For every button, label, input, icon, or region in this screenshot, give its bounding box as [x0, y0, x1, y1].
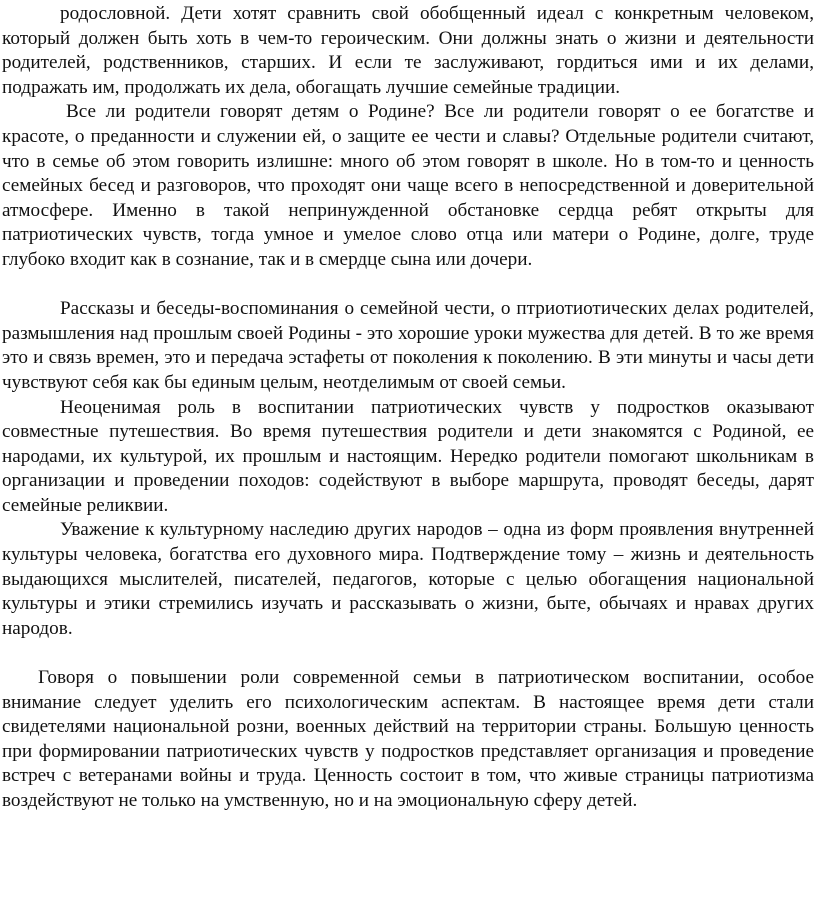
paragraph-2: Все ли родители говорят детям о Родине? Все ли родители говорят о ее богатстве и красоте, о преданности и служении ей, о защите ее чести и славы? Отдельные родители считают, что в семье об этом говорить излишне: много об этом говорят в школе. Но в том-то и ценность семейных бесед и разговоров, что проходят они чаще всего в непосредственной и доверительной атмосфере. Именно в такой непринужденной обстановке сердца ребят открыты для патриотических чувств, тогда умное и умелое слово отца или матери о Родине, долге, труде глубоко входит как в сознание, так и в смердце сына или дочери.: [2, 101, 814, 270]
paragraph-5: Уважение к культурному наследию других народов – одна из форм проявления внутренней культуры человека, богатства его духовного мира. Подтверждение тому – жизнь и деятельность выдающихся мыслителей, писателей, педагогов, которые с целью обогащения национальной культуры и этики стремились изучать и рассказывать о жизни, быте, обычаях и нравах других народов.: [2, 519, 814, 639]
paragraph-6: Говоря о повышении роли современной семьи в патриотическом воспитании, особое внимание следует уделить его психологическим аспектам. В настоящее время дети стали свидетелями национальной розни, военных действий на территории страны. Большую ценность при формировании патриотических чувств у подростков представляет организация и проведение встреч с ветеранами войны и труда. Ценность состоит в том, что живые страницы патриотизма воздействуют не только на умственную, но и на эмоциональную сферу детей.: [2, 667, 814, 811]
paragraph-4: Неоценимая роль в воспитании патриотических чувств у подростков оказывают совместные путешествия. Во время путешествия родители и дети знакомятся с Родиной, ее народами, их культурой, их прошлым и настоящим. Нередко родители помогают школьникам в организации и проведении походов: содействуют в выборе маршрута, проводят беседы, дарят семейные реликвии.: [2, 396, 814, 516]
paragraph-3: Рассказы и беседы-воспоминания о семейной чести, о птриотиотических делах родителей, размышления над прошлым своей Родины - это хорошие уроки мужества для детей. В то же время это и связь времен, это и передача эстафеты от поколения к поколению. В эти минуты и часы дети чувствуют себя как бы единым целым, неотделимым от своей семьи.: [2, 298, 814, 393]
paragraph-1: родословной. Дети хотят сравнить свой обобщенный идеал с конкретным человеком, который должен быть хоть в чем-то героическим. Они должны знать о жизни и деятельности родителей, родственников, старших. И если те заслуживают, гордиться ими и их делами, подражать им, продолжать их дела, обогащать лучшие семейные традиции.: [2, 3, 814, 98]
